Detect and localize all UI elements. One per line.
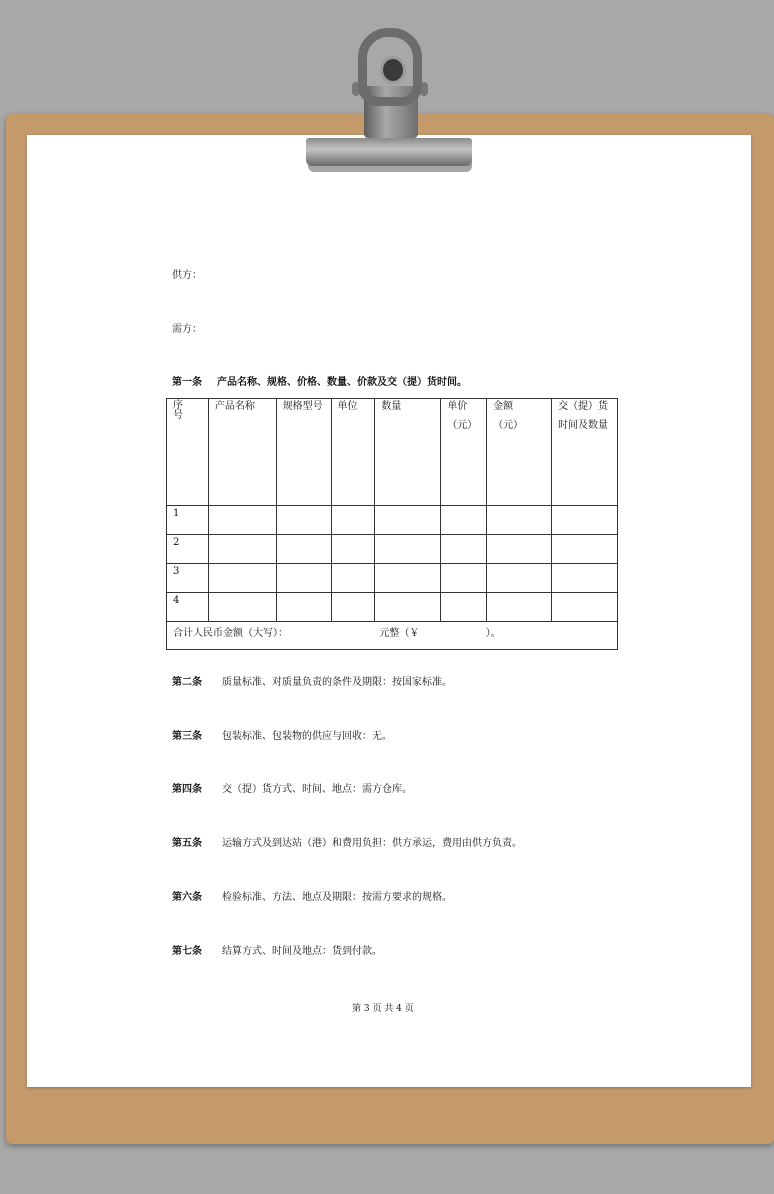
serial-head-bottom: 号	[173, 410, 183, 421]
article-7-text: 结算方式、时间及地点：货到付款。	[222, 946, 382, 957]
total-cell	[167, 622, 618, 650]
total-suffix: 元整（￥	[379, 628, 420, 639]
page-footer: 第 3 页 共 4 页	[352, 1004, 414, 1014]
serial-head-top: 序	[173, 400, 183, 411]
article-4-text: 交（提）货方式、时间、地点：需方仓库。	[222, 784, 412, 795]
row-serial: 2	[167, 535, 209, 564]
article-2-text: 质量标准、对质量负责的条件及期限：按国家标准。	[222, 677, 452, 688]
clip-rivet	[380, 56, 406, 84]
article-4-number: 第四条	[172, 784, 202, 795]
col-product-name: 产品名称	[208, 399, 276, 506]
article-3-text: 包装标准、包装物的供应与回收：无。	[222, 731, 392, 742]
table-total-row	[167, 622, 618, 650]
col-quantity: 数量	[375, 399, 441, 506]
table-row	[167, 564, 618, 593]
article-1-number: 第一条	[172, 377, 202, 388]
table-row	[167, 535, 618, 564]
article-6-text: 检验标准、方法、地点及期限：按需方要求的规格。	[222, 892, 452, 903]
row-serial: 1	[167, 506, 209, 535]
col-unit-price: 单价 （元）	[441, 399, 487, 506]
row-serial: 4	[167, 593, 209, 622]
col-unit: 单位	[331, 399, 375, 506]
total-label: 合计人民币金额（大写）：	[173, 628, 288, 639]
col-model: 规格型号	[276, 399, 331, 506]
article-7-number: 第七条	[172, 946, 202, 957]
article-1-title: 产品名称、规格、价格、数量、价款及交（提）货时间。	[217, 377, 467, 388]
clip-plate	[306, 138, 472, 166]
table-row	[167, 593, 618, 622]
col-serial	[167, 399, 209, 506]
col-delivery: 交（提）货 时间及数量	[552, 399, 618, 506]
table-row	[167, 506, 618, 535]
article-5-number: 第五条	[172, 838, 202, 849]
col-amount: 金额 （元）	[487, 399, 552, 506]
article-3-number: 第三条	[172, 731, 202, 742]
article-5-text: 运输方式及到达站（港）和费用负担：供方承运，费用由供方负责。	[222, 838, 522, 849]
supplier-label: 供方：	[172, 270, 202, 281]
row-serial: 3	[167, 564, 209, 593]
buyer-label: 需方：	[172, 324, 202, 335]
article-6-number: 第六条	[172, 892, 202, 903]
total-end: ）。	[485, 628, 501, 639]
table-header-row	[167, 399, 618, 506]
goods-table	[166, 398, 618, 650]
article-2-number: 第二条	[172, 677, 202, 688]
